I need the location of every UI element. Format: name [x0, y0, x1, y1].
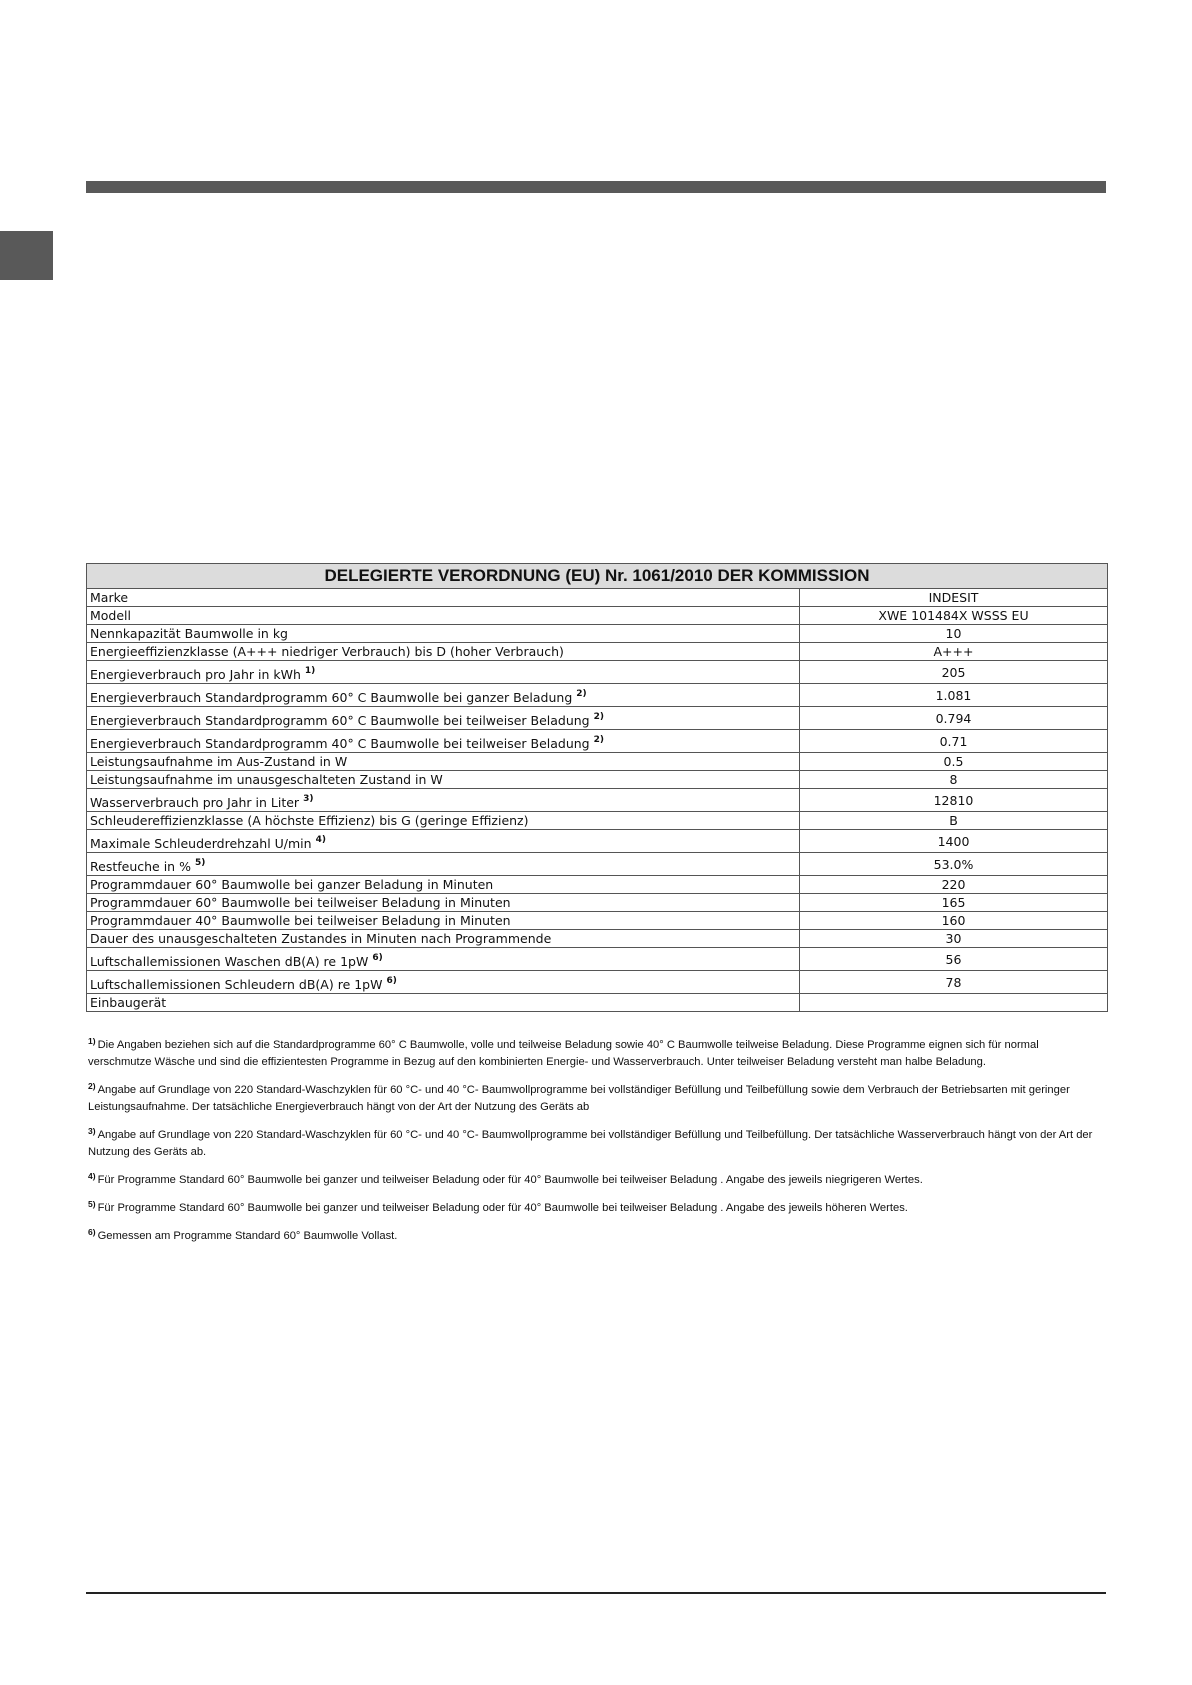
table-row: [87, 643, 1108, 661]
table-row: [87, 971, 1108, 994]
row-label-text: Luftschallemissionen Waschen dB(A) re 1pW: [90, 954, 369, 969]
footnote-text: Angabe auf Grundlage von 220 Standard-Waschzyklen für 60 °C- und 40 °C- Baumwollprogramme bei vollständiger Befüllung und Teilbefüllung sowie dem Verbrauch der Betriebsarten mit geringer Leistungsaufnahme. Der tatsächliche Energieverbrauch hängt von der Art der Nutzung des Geräts ab: [88, 1084, 1070, 1113]
table-row: [87, 625, 1108, 643]
row-label-text: Energieverbrauch pro Jahr in kWh: [90, 667, 301, 682]
header-rule: [86, 181, 1106, 193]
footnote-marker: 6): [88, 1227, 96, 1237]
row-value: 205: [800, 661, 1108, 684]
row-label: [87, 771, 800, 789]
row-label-text: Marke: [90, 590, 129, 605]
row-label-text: Nennkapazität Baumwolle in kg: [90, 626, 288, 641]
footnote: [88, 1200, 1103, 1217]
table-row: [87, 771, 1108, 789]
table-row: [87, 730, 1108, 753]
footnote-text: Die Angaben beziehen sich auf die Standardprogramme 60° C Baumwolle, volle und teilweise Beladung sowie 40° C Baumwolle teilweise Beladung. Diese Programme eignen sich für normal verschmutze Wäsche und sind die effizientesten Programme in Bezug auf den kombinierten Energie- und Wasserverbrauch. Unter teilweiser Beladung versteht man halbe Beladung.: [88, 1039, 1039, 1068]
footnote-reference: 5): [194, 858, 206, 868]
row-label-text: Dauer des unausgeschalteten Zustandes in Minuten nach Programmende: [90, 931, 552, 946]
row-value: 78: [800, 971, 1108, 994]
footnote-text: Für Programme Standard 60° Baumwolle bei ganzer und teilweiser Beladung oder für 40° Baumwolle bei teilweiser Beladung . Angabe des jeweils höheren Wertes.: [97, 1202, 908, 1214]
row-label: [87, 730, 800, 753]
footnote: [88, 1172, 1103, 1189]
footnote-reference: 2): [593, 735, 604, 745]
row-value: 56: [800, 948, 1108, 971]
row-label: [87, 994, 800, 1012]
row-label-text: Energieeffizienzklasse (A+++ niedriger Verbrauch) bis D (hoher Verbrauch): [90, 644, 564, 659]
footnote: [88, 1127, 1103, 1161]
footnote: [88, 1228, 1103, 1245]
row-value: [800, 994, 1108, 1012]
footnote-reference: 3): [303, 794, 314, 804]
row-value: 220: [800, 876, 1108, 894]
table-row: [87, 607, 1108, 625]
footnote-text: Gemessen am Programme Standard 60° Baumwolle Vollast.: [97, 1230, 398, 1242]
row-label-text: Modell: [90, 608, 132, 623]
row-value: B: [800, 812, 1108, 830]
row-label: [87, 812, 800, 830]
table-row: [87, 707, 1108, 730]
row-value: 53.0%: [800, 853, 1108, 876]
row-value: 10: [800, 625, 1108, 643]
table-title: DELEGIERTE VERORDNUNG (EU) Nr. 1061/2010 DER KOMMISSION: [87, 564, 1108, 589]
row-label-text: Maximale Schleuderdrehzahl U/min: [90, 836, 312, 851]
row-value: 8: [800, 771, 1108, 789]
row-label-text: Wasserverbrauch pro Jahr in Liter: [90, 795, 300, 810]
row-label: [87, 930, 800, 948]
row-label-text: Energieverbrauch Standardprogramm 40° C Baumwolle bei teilweiser Beladung: [90, 736, 590, 751]
footnote-text: Angabe auf Grundlage von 220 Standard-Waschzyklen für 60 °C- und 40 °C- Baumwollprogramme bei vollständiger Befüllung und Teilbefüllung. Der tatsächliche Wasserverbrauch hängt von der Art der Nutzung des Geräts ab.: [88, 1129, 1093, 1158]
row-label-text: Restfeuche in %: [90, 859, 191, 874]
table-row: [87, 661, 1108, 684]
row-label-text: Programmdauer 40° Baumwolle bei teilweiser Beladung in Minuten: [90, 913, 511, 928]
table-row: [87, 912, 1108, 930]
table-row: [87, 789, 1108, 812]
footnote: [88, 1037, 1103, 1071]
row-label: [87, 661, 800, 684]
footnote-marker: 2): [88, 1081, 96, 1091]
table-row: [87, 948, 1108, 971]
row-label: [87, 625, 800, 643]
row-label-text: Leistungsaufnahme im Aus-Zustand in W: [90, 754, 348, 769]
row-label: [87, 789, 800, 812]
table-row: [87, 830, 1108, 853]
row-value: XWE 101484X WSSS EU: [800, 607, 1108, 625]
table-row: [87, 876, 1108, 894]
row-label: [87, 894, 800, 912]
row-value: 12810: [800, 789, 1108, 812]
row-value: 0.794: [800, 707, 1108, 730]
row-label-text: Einbaugerät: [90, 995, 167, 1010]
row-label-text: Energieverbrauch Standardprogramm 60° C Baumwolle bei ganzer Beladung: [90, 690, 573, 705]
footnote-reference: 1): [304, 666, 316, 676]
footnote-marker: 1): [88, 1036, 96, 1046]
product-data-table: [86, 563, 1108, 1012]
row-value: 165: [800, 894, 1108, 912]
row-label-text: Programmdauer 60° Baumwolle bei teilweiser Beladung in Minuten: [90, 895, 511, 910]
footnote-text: Für Programme Standard 60° Baumwolle bei ganzer und teilweiser Beladung oder für 40° Baumwolle bei teilweiser Beladung . Angabe des jeweils niegrigeren Wertes.: [97, 1174, 923, 1186]
language-tab-marker: [0, 231, 53, 280]
row-label-text: Luftschallemissionen Schleudern dB(A) re 1pW: [90, 977, 383, 992]
row-value: INDESIT: [800, 589, 1108, 607]
row-label: [87, 589, 800, 607]
row-label: [87, 876, 800, 894]
table-row: [87, 812, 1108, 830]
table-row: [87, 684, 1108, 707]
footnote-marker: 3): [88, 1126, 96, 1136]
footnote-reference: 2): [576, 689, 587, 699]
row-label: [87, 607, 800, 625]
row-value: 0.5: [800, 753, 1108, 771]
footnotes: [88, 1037, 1103, 1256]
row-value: 1.081: [800, 684, 1108, 707]
row-label-text: Energieverbrauch Standardprogramm 60° C Baumwolle bei teilweiser Beladung: [90, 713, 590, 728]
footnote-reference: 6): [386, 976, 397, 986]
footnote: [88, 1082, 1103, 1116]
row-label: [87, 971, 800, 994]
footnote-marker: 4): [88, 1171, 96, 1181]
row-label: [87, 707, 800, 730]
table-row: [87, 853, 1108, 876]
footnote-reference: 4): [315, 835, 326, 845]
row-label: [87, 684, 800, 707]
row-value: 0.71: [800, 730, 1108, 753]
row-value: 160: [800, 912, 1108, 930]
table-row: [87, 994, 1108, 1012]
row-label: [87, 643, 800, 661]
table-row: [87, 753, 1108, 771]
table-row: [87, 589, 1108, 607]
row-label-text: Programmdauer 60° Baumwolle bei ganzer Beladung in Minuten: [90, 877, 494, 892]
table-title-row: [87, 564, 1108, 589]
footer-rule: [86, 1592, 1106, 1594]
row-label: [87, 753, 800, 771]
row-label-text: Schleudereffizienzklasse (A höchste Effizienz) bis G (geringe Effizienz): [90, 813, 529, 828]
table-row: [87, 930, 1108, 948]
footnote-reference: 6): [372, 953, 383, 963]
row-label: [87, 912, 800, 930]
row-label: [87, 830, 800, 853]
row-label: [87, 948, 800, 971]
table-row: [87, 894, 1108, 912]
row-label: [87, 853, 800, 876]
row-label-text: Leistungsaufnahme im unausgeschalteten Zustand in W: [90, 772, 443, 787]
footnote-reference: 2): [593, 712, 604, 722]
row-value: 1400: [800, 830, 1108, 853]
footnote-marker: 5): [88, 1199, 96, 1209]
row-value: A+++: [800, 643, 1108, 661]
row-value: 30: [800, 930, 1108, 948]
